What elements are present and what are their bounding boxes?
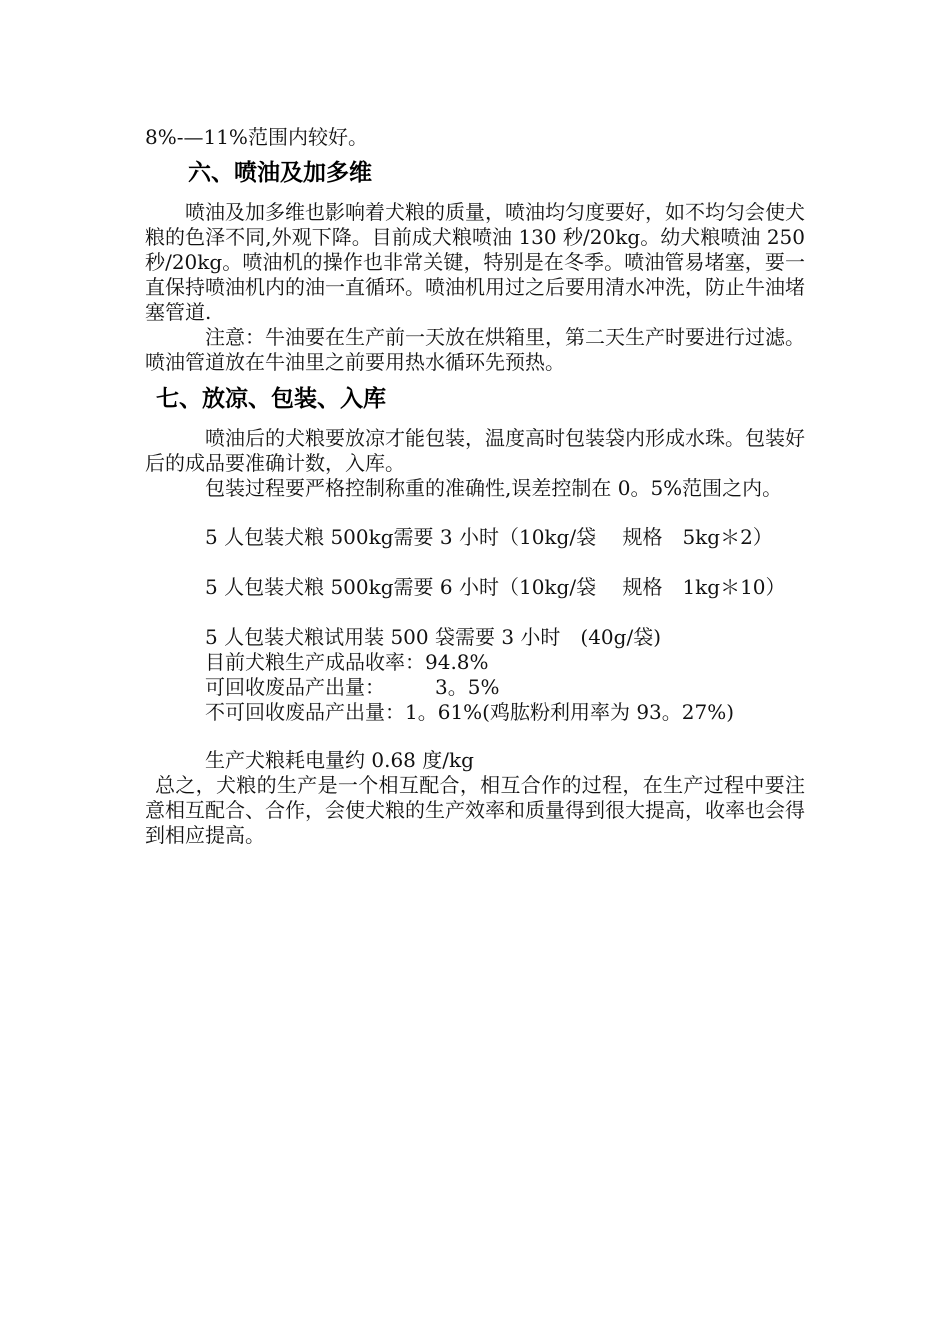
paragraph-recyclable-waste: 可回收废品产出量： 3。5% <box>205 675 500 699</box>
paragraph-trial-pack: 5 人包装犬粮试用装 500 袋需要 3 小时 (40g/袋) <box>205 625 662 649</box>
paragraph-range-note: 8%-—11%范围内较好。 <box>145 125 368 149</box>
paragraph-summary: 总之，犬粮的生产是一个相互配合，相互合作的过程，在生产过程中要注意相互配合、合作，会使犬粮的生产效率和质量得到很大提高，收率也会得到相应提高。 <box>145 773 805 847</box>
section-heading-7: 七、放凉、包装、入库 <box>156 386 386 412</box>
paragraph-power-usage: 生产犬粮耗电量约 0.68 度/kg <box>205 748 474 772</box>
paragraph-weighing: 包装过程要严格控制称重的准确性,误差控制在 0。5%范围之内。 <box>205 476 783 500</box>
paragraph-packing-5kg: 5 人包装犬粮 500kg需要 3 小时（10kg/袋 规格 5kg＊2） <box>205 525 773 549</box>
paragraph-nonrecyclable-waste: 不可回收废品产出量：1。61%(鸡肱粉利用率为 93。27%) <box>205 700 735 724</box>
paragraph-packing-1kg: 5 人包装犬粮 500kg需要 6 小时（10kg/袋 规格 1kg＊10） <box>205 575 786 599</box>
paragraph-oil-spraying: 喷油及加多维也影响着犬粮的质量，喷油均匀度要好，如不均匀会使犬粮的色泽不同,外观下降。目前成犬粮喷油 130 秒/20kg。幼犬粮喷油 250 秒/20kg。喷油机的操作也非常关键，特别是在冬季。喷油管易堵塞，要一直保持喷油机内的油一直循环。喷油机用过之后要用清水冲洗，防止牛油堵塞管道. <box>145 200 805 324</box>
paragraph-oil-note: 注意：牛油要在生产前一天放在烘箱里，第二天生产时要进行过滤。喷油管道放在牛油里之前要用热水循环先预热。 <box>145 325 805 374</box>
paragraph-cooling: 喷油后的犬粮要放凉才能包装，温度高时包装袋内形成水珠。包装好后的成品要准确计数，入库。 <box>145 426 805 475</box>
paragraph-yield: 目前犬粮生产成品收率：94.8% <box>205 650 489 674</box>
section-heading-6: 六、喷油及加多维 <box>188 160 372 186</box>
